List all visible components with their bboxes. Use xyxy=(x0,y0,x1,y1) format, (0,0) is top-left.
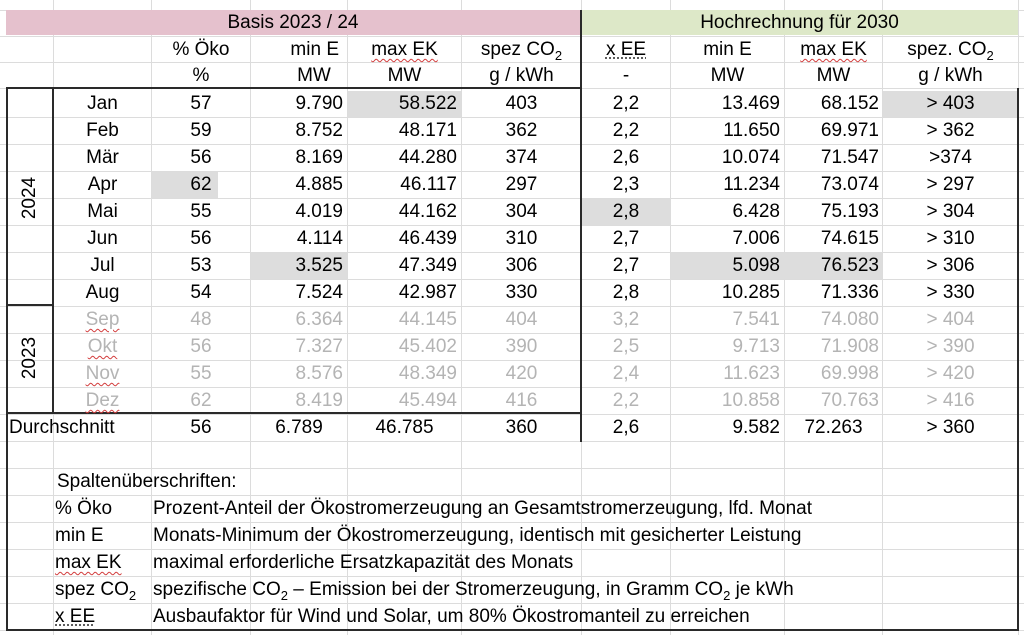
cell-xee: 2,8 xyxy=(612,282,640,303)
legend-key-oko: % Öko xyxy=(55,498,113,519)
cell-oko: 56 xyxy=(190,336,212,357)
cell-oko: 54 xyxy=(190,282,212,303)
cell-mine: 6.364 xyxy=(295,309,343,330)
legend-key-xee-text: x EE xyxy=(55,606,96,627)
legend-key-co2-sub: 2 xyxy=(128,587,137,603)
average-mine30: 9.582 xyxy=(732,417,780,438)
legend-desc-co2-a: spezifische CO xyxy=(153,579,281,600)
cell-co2: 297 xyxy=(505,174,538,195)
cell-maxek: 47.349 xyxy=(398,255,457,276)
cell-month xyxy=(54,361,151,387)
cell-oko: 56 xyxy=(190,147,212,168)
cell-maxek: 45.494 xyxy=(398,390,457,411)
average-co230: > 360 xyxy=(926,417,975,438)
cell-xee: 2,3 xyxy=(612,174,640,195)
cell-oko: 55 xyxy=(190,363,212,384)
cell-xee: 2,7 xyxy=(612,255,640,276)
average-maxek30: 72.263 xyxy=(804,417,863,438)
cell-oko: 62 xyxy=(190,390,212,411)
col-header-xee-text: x EE xyxy=(605,39,647,60)
cell-xee: 2,8 xyxy=(612,201,640,222)
cell-co230: > 403 xyxy=(926,93,975,114)
cell-mine30: 13.469 xyxy=(721,93,780,114)
cell-month: Feb xyxy=(86,120,119,141)
cell-co2: 374 xyxy=(505,147,538,168)
cell-xee: 3,2 xyxy=(612,309,640,330)
cell-maxek30: 70.763 xyxy=(820,390,879,411)
col-header-co2-text: spez CO xyxy=(480,39,555,60)
cell-co2: 304 xyxy=(505,201,538,222)
cell-month: Jun xyxy=(87,228,118,249)
col-unit-maxek: MW xyxy=(387,65,422,86)
cell-maxek: 58.522 xyxy=(398,93,457,114)
cell-maxek: 44.145 xyxy=(398,309,457,330)
cell-maxek30: 71.547 xyxy=(820,147,879,168)
cell-mine30: 10.285 xyxy=(721,282,780,303)
col-header-co230 xyxy=(883,37,1018,63)
cell-month: Aug xyxy=(85,282,120,303)
cell-xee: 2,5 xyxy=(612,336,640,357)
cell-co230: > 416 xyxy=(926,390,975,411)
cell-mine: 9.790 xyxy=(295,93,343,114)
cell-co2: 420 xyxy=(505,363,538,384)
cell-mine: 7.327 xyxy=(295,336,343,357)
cell-month xyxy=(54,388,151,414)
cell-oko: 59 xyxy=(190,120,212,141)
cell-co230: > 330 xyxy=(926,282,975,303)
cell-mine: 4.019 xyxy=(295,201,343,222)
legend-desc-mine: Monats-Minimum der Ökostromerzeugung, identisch mit gesicherter Leistung xyxy=(153,525,802,546)
col-header-co2 xyxy=(462,37,581,63)
col-header-oko: % Öko xyxy=(172,39,230,60)
average-co2: 360 xyxy=(505,417,538,438)
average-label: Durchschnitt xyxy=(9,417,115,438)
col-header-co2-sub: 2 xyxy=(554,47,563,63)
legend-desc-maxek: maximal erforderliche Ersatzkapazität des Monats xyxy=(153,552,574,573)
table-border xyxy=(6,87,8,413)
legend-desc-co2-c: je kWh xyxy=(730,579,794,600)
cell-co230: > 420 xyxy=(926,363,975,384)
legend-key-mine: min E xyxy=(55,525,104,546)
cell-maxek30: 76.523 xyxy=(820,255,879,276)
cell-co2: 330 xyxy=(505,282,538,303)
cell-xee: 2,2 xyxy=(612,93,640,114)
year-label-2023: 2023 xyxy=(19,336,40,380)
cell-month: Jan xyxy=(87,93,118,114)
cell-oko: 48 xyxy=(190,309,212,330)
cell-xee: 2,2 xyxy=(612,390,640,411)
cell-month-text: Dez xyxy=(85,390,120,411)
cell-month-text: Sep xyxy=(85,309,120,330)
cell-maxek30: 71.908 xyxy=(820,336,879,357)
cell-maxek: 48.349 xyxy=(398,363,457,384)
cell-month: Mai xyxy=(87,201,118,222)
col-unit-xee: - xyxy=(622,65,630,86)
cell-co2: 310 xyxy=(505,228,538,249)
cell-month-text: Nov xyxy=(85,363,120,384)
cell-maxek30: 69.971 xyxy=(820,120,879,141)
cell-maxek: 45.402 xyxy=(398,336,457,357)
col-unit-co230: g / kWh xyxy=(918,65,983,86)
cell-month-text: Okt xyxy=(87,336,118,357)
cell-maxek: 44.280 xyxy=(398,147,457,168)
legend-desc-co2-sub: 2 xyxy=(280,587,289,603)
cell-oko: 56 xyxy=(190,228,212,249)
average-xee: 2,6 xyxy=(612,417,640,438)
cell-co230: > 404 xyxy=(926,309,975,330)
cell-mine: 8.576 xyxy=(295,363,343,384)
cell-maxek30: 73.074 xyxy=(820,174,879,195)
col-header-maxek-text: max EK xyxy=(371,39,438,60)
cell-maxek30: 71.336 xyxy=(820,282,879,303)
cell-xee: 2,4 xyxy=(612,363,640,384)
header-hochrechnung-title: Hochrechnung für 2030 xyxy=(700,12,899,33)
cell-mine: 8.169 xyxy=(295,147,343,168)
cell-mine: 4.885 xyxy=(295,174,343,195)
cell-xee: 2,2 xyxy=(612,120,640,141)
col-unit-maxek30: MW xyxy=(816,65,851,86)
cell-xee: 2,6 xyxy=(612,147,640,168)
cell-mine30: 7.006 xyxy=(732,228,780,249)
cell-co2: 306 xyxy=(505,255,538,276)
year-label-2024: 2024 xyxy=(19,176,40,220)
cell-month xyxy=(54,307,151,333)
average-mine: 6.789 xyxy=(275,417,323,438)
cell-oko: 57 xyxy=(190,93,212,114)
cell-maxek30: 74.080 xyxy=(820,309,879,330)
cell-maxek: 48.171 xyxy=(398,120,457,141)
cell-co2: 403 xyxy=(505,93,538,114)
legend-key-xee xyxy=(55,604,95,630)
average-oko: 56 xyxy=(190,417,212,438)
cell-mine30: 11.650 xyxy=(723,120,780,141)
cell-maxek30: 68.152 xyxy=(820,93,879,114)
legend-key-maxek-text: max EK xyxy=(55,552,122,573)
cell-co230: > 310 xyxy=(926,228,975,249)
cell-co230: > 362 xyxy=(926,120,975,141)
legend-title: Spaltenüberschriften: xyxy=(57,471,237,492)
table-border xyxy=(6,412,8,630)
cell-maxek: 46.439 xyxy=(398,228,457,249)
cell-month xyxy=(54,334,151,360)
legend-desc-co2-sub2: 2 xyxy=(723,587,731,603)
cell-co230: > 304 xyxy=(926,201,975,222)
cell-mine30: 6.428 xyxy=(732,201,780,222)
legend-key-maxek xyxy=(55,550,122,576)
cell-co2: 416 xyxy=(505,390,538,411)
cell-month: Jul xyxy=(90,255,115,276)
cell-oko: 53 xyxy=(190,255,212,276)
cell-maxek: 44.162 xyxy=(398,201,457,222)
cell-maxek30: 75.193 xyxy=(820,201,879,222)
legend-desc-xee: Ausbaufaktor für Wind und Solar, um 80% Ökostromanteil zu erreichen xyxy=(153,606,750,627)
cell-mine: 3.525 xyxy=(295,255,343,276)
col-header-co230-text: spez. CO xyxy=(907,39,987,60)
cell-mine: 8.752 xyxy=(295,120,343,141)
cell-mine: 8.419 xyxy=(295,390,343,411)
cell-xee: 2,7 xyxy=(612,228,640,249)
col-header-xee xyxy=(582,37,670,63)
cell-mine30: 10.858 xyxy=(721,390,780,411)
cell-co230: > 390 xyxy=(926,336,975,357)
legend-desc-co2-b: – Emission bei der Stromerzeugung, in Gramm CO xyxy=(288,579,724,600)
cell-month: Apr xyxy=(87,174,118,195)
cell-maxek30: 74.615 xyxy=(820,228,879,249)
cell-mine30: 9.713 xyxy=(732,336,780,357)
cell-co230: > 297 xyxy=(926,174,975,195)
cell-co230: > 306 xyxy=(926,255,975,276)
cell-oko: 55 xyxy=(190,201,212,222)
col-unit-co2: g / kWh xyxy=(489,65,554,86)
cell-mine: 7.524 xyxy=(295,282,343,303)
cell-mine: 4.114 xyxy=(296,228,343,249)
cell-co230: >374 xyxy=(929,147,972,168)
cell-mine30: 10.074 xyxy=(721,147,780,168)
cell-oko: 62 xyxy=(190,174,212,195)
cell-mine30: 7.541 xyxy=(732,309,780,330)
header-basis-title: Basis 2023 / 24 xyxy=(227,12,359,33)
cell-co2: 390 xyxy=(505,336,538,357)
average-maxek: 46.785 xyxy=(375,417,434,438)
legend-desc-oko: Prozent-Anteil der Ökostromerzeugung an Gesamtstromerzeugung, lfd. Monat xyxy=(153,498,812,519)
table-border xyxy=(6,304,54,306)
col-header-maxek30 xyxy=(785,37,882,63)
cell-co2: 362 xyxy=(505,120,538,141)
col-header-maxek xyxy=(348,37,461,63)
col-header-maxek30-text: max EK xyxy=(800,39,867,60)
cell-month: Mär xyxy=(86,147,119,168)
cell-mine30: 11.623 xyxy=(723,363,780,384)
cell-co2: 404 xyxy=(505,309,538,330)
col-header-mine: min E xyxy=(290,39,339,60)
gridline xyxy=(0,441,1024,442)
col-unit-mine: MW xyxy=(297,65,331,86)
cell-maxek: 42.987 xyxy=(398,282,457,303)
legend-key-co2-text: spez CO xyxy=(55,579,129,600)
col-unit-oko: % xyxy=(192,65,210,86)
cell-mine30: 5.098 xyxy=(732,255,780,276)
cell-maxek: 46.117 xyxy=(400,174,457,195)
cell-mine30: 11.234 xyxy=(723,174,780,195)
col-header-mine30: min E xyxy=(703,39,752,60)
cell-maxek30: 69.998 xyxy=(820,363,879,384)
col-header-co230-sub: 2 xyxy=(986,47,994,63)
col-unit-mine30: MW xyxy=(710,65,745,86)
